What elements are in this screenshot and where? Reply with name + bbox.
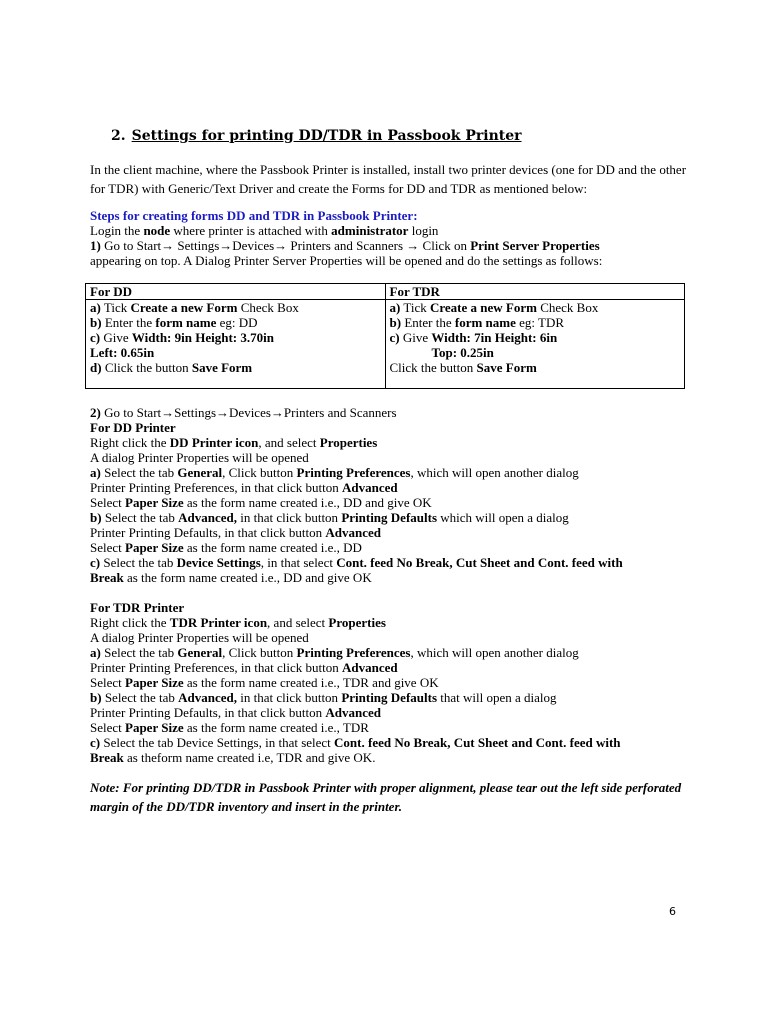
step1-continuation: appearing on top. A Dialog Printer Server Properties will be opened and do the settings as follows: xyxy=(90,253,603,268)
dd-step-c: c) Select the tab Device Settings, in that select Cont. feed No Break, Cut Sheet and Cont. feed with xyxy=(90,555,623,570)
dd-right-click: Right click the DD Printer icon, and select Properties xyxy=(90,435,378,450)
forms-table xyxy=(85,283,685,389)
tdr-right-click: Right click the TDR Printer icon, and select Properties xyxy=(90,615,386,630)
dd-printer-header: For DD Printer xyxy=(90,420,176,435)
tdr-step-c: c) Select the tab Device Settings, in that select Cont. feed No Break, Cut Sheet and Cont. feed with xyxy=(90,735,621,750)
step1-line: 1) Go to Start→ Settings→Devices→ Printers and Scanners → Click on Print Server Properties xyxy=(90,238,600,253)
dd-step-b-line2: Printer Printing Defaults, in that click button Advanced xyxy=(90,525,382,540)
tdr-step-b: b) Select the tab Advanced, in that click button Printing Defaults that will open a dialog xyxy=(90,690,557,705)
step2-path: 2) Go to Start→Settings→Devices→Printers and Scanners xyxy=(90,405,397,420)
section-title: Settings for printing DD/TDR in Passbook Printer xyxy=(131,128,522,144)
tdr-step-b-line2: Printer Printing Defaults, in that click button Advanced xyxy=(90,705,382,720)
dd-step-a-line2: Printer Printing Preferences, in that click button Advanced xyxy=(90,480,398,495)
dd-step-a: a) Select the tab General, Click button Printing Preferences, which will open another dialog xyxy=(90,465,579,480)
dd-form-steps: a) Tick Create a new Form Check Box b) Enter the form name eg: DD c) Give Width: 9in Height: 3.70in Left: 0.65in d) Click the button Save Form xyxy=(86,300,386,389)
tdr-dialog-line: A dialog Printer Properties will be opened xyxy=(90,630,309,645)
login-line: Login the node where printer is attached with administrator login xyxy=(90,223,439,238)
dd-step-c-line2: Break as the form name created i.e., DD and give OK xyxy=(90,570,372,585)
step2-block xyxy=(90,405,690,765)
dd-dialog-line: A dialog Printer Properties will be opened xyxy=(90,450,309,465)
tdr-step-a: a) Select the tab General, Click button Printing Preferences, which will open another dialog xyxy=(90,645,579,660)
section-heading xyxy=(111,128,522,144)
page-number: 6 xyxy=(669,905,676,918)
section-number: 2. xyxy=(111,128,126,144)
tdr-step-a-line3: Select Paper Size as the form name created i.e., TDR and give OK xyxy=(90,675,439,690)
intro-paragraph: In the client machine, where the Passbook Printer is installed, install two printer devices (one for DD and the other for TDR) with Generic/Text Driver and create the Forms for DD and TDR as mentioned below: xyxy=(90,162,687,196)
tdr-form-steps: a) Tick Create a new Form Check Box b) Enter the form name eg: TDR c) Give Width: 7in Height: 6in Top: 0.25in Click the button Save Form xyxy=(385,300,685,389)
tdr-step-a-line2: Printer Printing Preferences, in that click button Advanced xyxy=(90,660,398,675)
dd-step-a-line3: Select Paper Size as the form name created i.e., DD and give OK xyxy=(90,495,432,510)
tdr-printer-header: For TDR Printer xyxy=(90,600,185,615)
dd-column-header: For DD xyxy=(86,284,386,300)
tdr-step-c-line2: Break as theform name created i.e, TDR and give OK. xyxy=(90,750,376,765)
steps-block xyxy=(90,208,690,268)
dd-step-b: b) Select the tab Advanced, in that click button Printing Defaults which will open a dialog xyxy=(90,510,569,525)
tdr-step-b-line3: Select Paper Size as the form name created i.e., TDR xyxy=(90,720,369,735)
steps-title: Steps for creating forms DD and TDR in Passbook Printer: xyxy=(90,208,418,223)
tdr-column-header: For TDR xyxy=(385,284,685,300)
alignment-note: Note: For printing DD/TDR in Passbook Printer with proper alignment, please tear out the left side perforated margin of the DD/TDR inventory and insert in the printer. xyxy=(90,780,682,814)
dd-step-b-line3: Select Paper Size as the form name created i.e., DD xyxy=(90,540,362,555)
